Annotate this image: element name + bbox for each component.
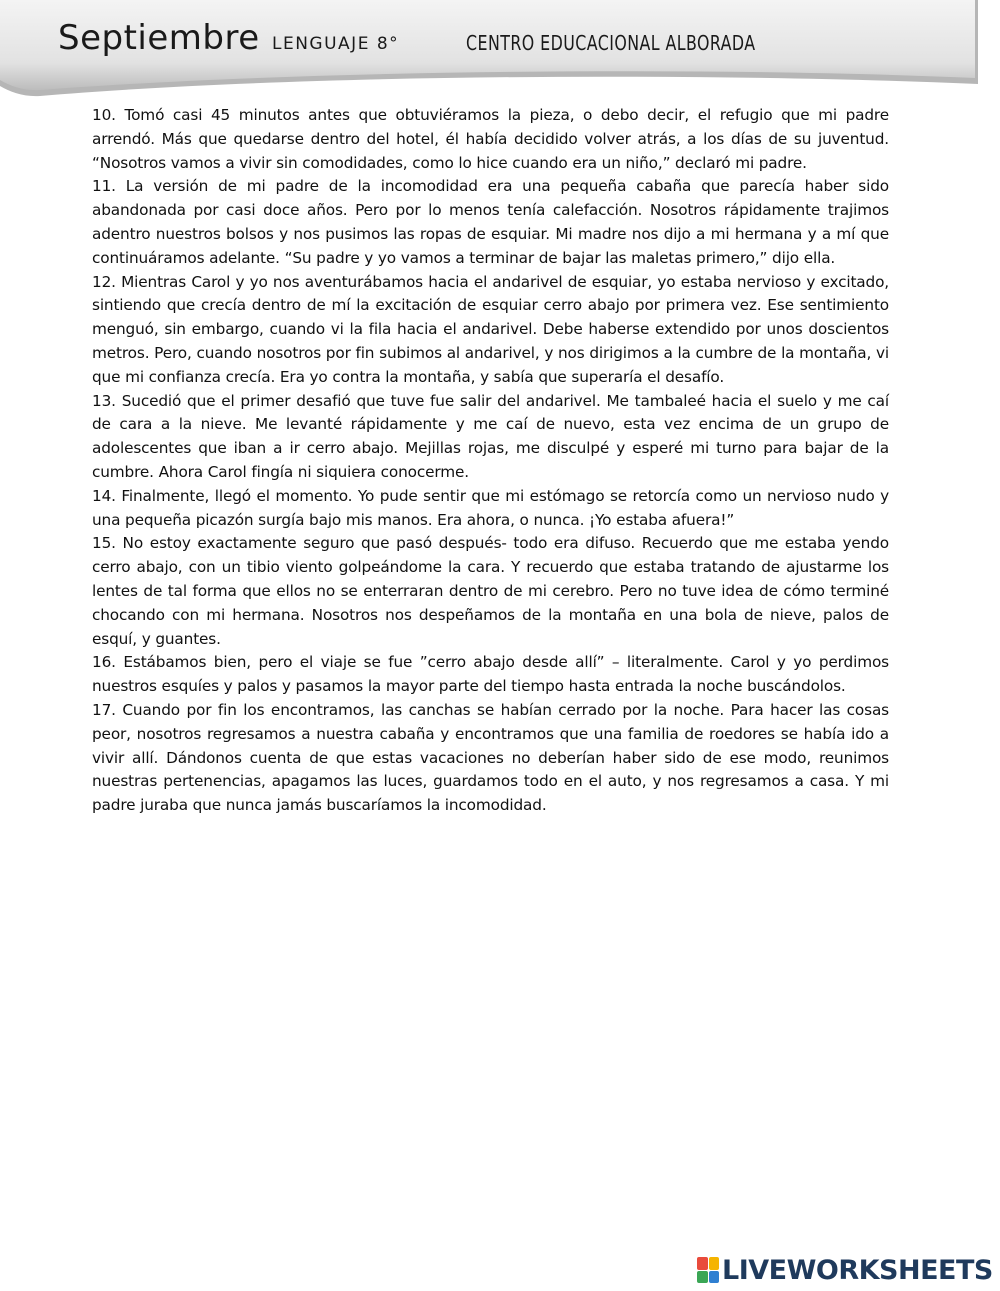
reading-text	[92, 104, 889, 818]
logo-badge-cell	[709, 1271, 720, 1284]
header-subject: LENGUAJE 8°	[272, 34, 400, 54]
paragraph-13: 13. Sucedió que el primer desafió que tuve fue salir del andarivel. Me tambaleé hacia el suelo y me caí de cara a la nieve. Me levanté rápidamente y me caí de nuevo, esta vez encima de un grupo de adolescentes que iban a ir cerro abajo. Mejillas rojas, me disculpé y esperé mi turno para bajar de la cumbre. Ahora Carol fingía ni siquiera conocerme.	[92, 391, 889, 481]
logo-badge-icon	[697, 1257, 719, 1283]
header-band	[0, 0, 1000, 100]
liveworksheets-logo[interactable]	[697, 1255, 993, 1285]
logo-badge-cell	[697, 1257, 708, 1270]
paragraph-11: 11. La versión de mi padre de la incomodidad era una pequeña cabaña que parecía haber sido abandonada por casi doce años. Pero por lo menos tenía calefacción. Nosotros rápidamente trajimos adentro nuestros bolsos y nos pusimos las ropas de esquiar. Mi madre nos dijo a mi hermana y a mí que continuáramos adelante. “Su padre y yo vamos a terminar de bajar las maletas primero,” dijo ella.	[92, 177, 889, 267]
logo-badge-cell	[709, 1257, 720, 1270]
logo-text: LIVEWORKSHEETS	[722, 1254, 993, 1286]
paragraph-15: 15. No estoy exactamente seguro que pasó después- todo era difuso. Recuerdo que me estaba yendo cerro abajo, con un tibio viento golpeándome la cara. Y recuerdo que estaba tratando de ajustarme los lentes de tal forma que ellos no se enterraran dentro de mi cerebro. Pero no tuve idea de cómo terminé chocando con mi hermana. Nosotros nos despeñamos de la montaña en una bola de nieve, palos de esquí, y guantes.	[92, 534, 889, 648]
paragraph-12: 12. Mientras Carol y yo nos aventurábamos hacia el andarivel de esquiar, yo estaba nervioso y excitado, sintiendo que crecía dentro de mí la excitación de esquiar cerro abajo por primera vez. Ese sentimiento menguó, sin embargo, cuando vi la fila hacia el andarivel. Debe haberse extendido por unos doscientos metros. Pero, cuando nosotros por fin subimos al andarivel, y nos dirigimos a la cumbre de la montaña, vi que mi confianza crecía. Era yo contra la montaña, y sabía que superaría el desafío.	[92, 272, 889, 386]
logo-badge-cell	[697, 1271, 708, 1284]
paragraph-16: 16. Estábamos bien, pero el viaje se fue ”cerro abajo desde allí” – literalmente. Carol y yo perdimos nuestros esquíes y palos y pasamos la mayor parte del tiempo hasta entrada la noche buscándolos.	[92, 653, 889, 696]
paragraph-14: 14. Finalmente, llegó el momento. Yo pude sentir que mi estómago se retorcía como un nervioso nudo y una pequeña picazón surgía bajo mis manos. Era ahora, o nunca. ¡Yo estaba afuera!”	[92, 486, 889, 529]
header-school-name: CENTRO EDUCACIONAL ALBORADA	[466, 31, 756, 55]
paragraph-17: 17. Cuando por fin los encontramos, las canchas se habían cerrado por la noche. Para hacer las cosas peor, nosotros regresamos a nuestra cabaña y encontramos que una familia de roedores se había ido a vivir allí. Dándonos cuenta de que estas vacaciones no deberían haber sido de ese modo, reunimos nuestras pertenencias, apagamos las luces, guardamos todo en el auto, y nos regresamos a casa. Y mi padre juraba que nunca jamás buscaríamos la incomodidad.	[92, 700, 889, 815]
header-month: Septiembre	[58, 18, 260, 58]
paragraph-10: 10. Tomó casi 45 minutos antes que obtuviéramos la pieza, o debo decir, el refugio que mi padre arrendó. Más que quedarse dentro del hotel, él había decidido volver atrás, a los días de su juventud. “Nosotros vamos a vivir sin comodidades, como lo hice cuando era un niño,” declaró mi padre.	[92, 106, 889, 172]
